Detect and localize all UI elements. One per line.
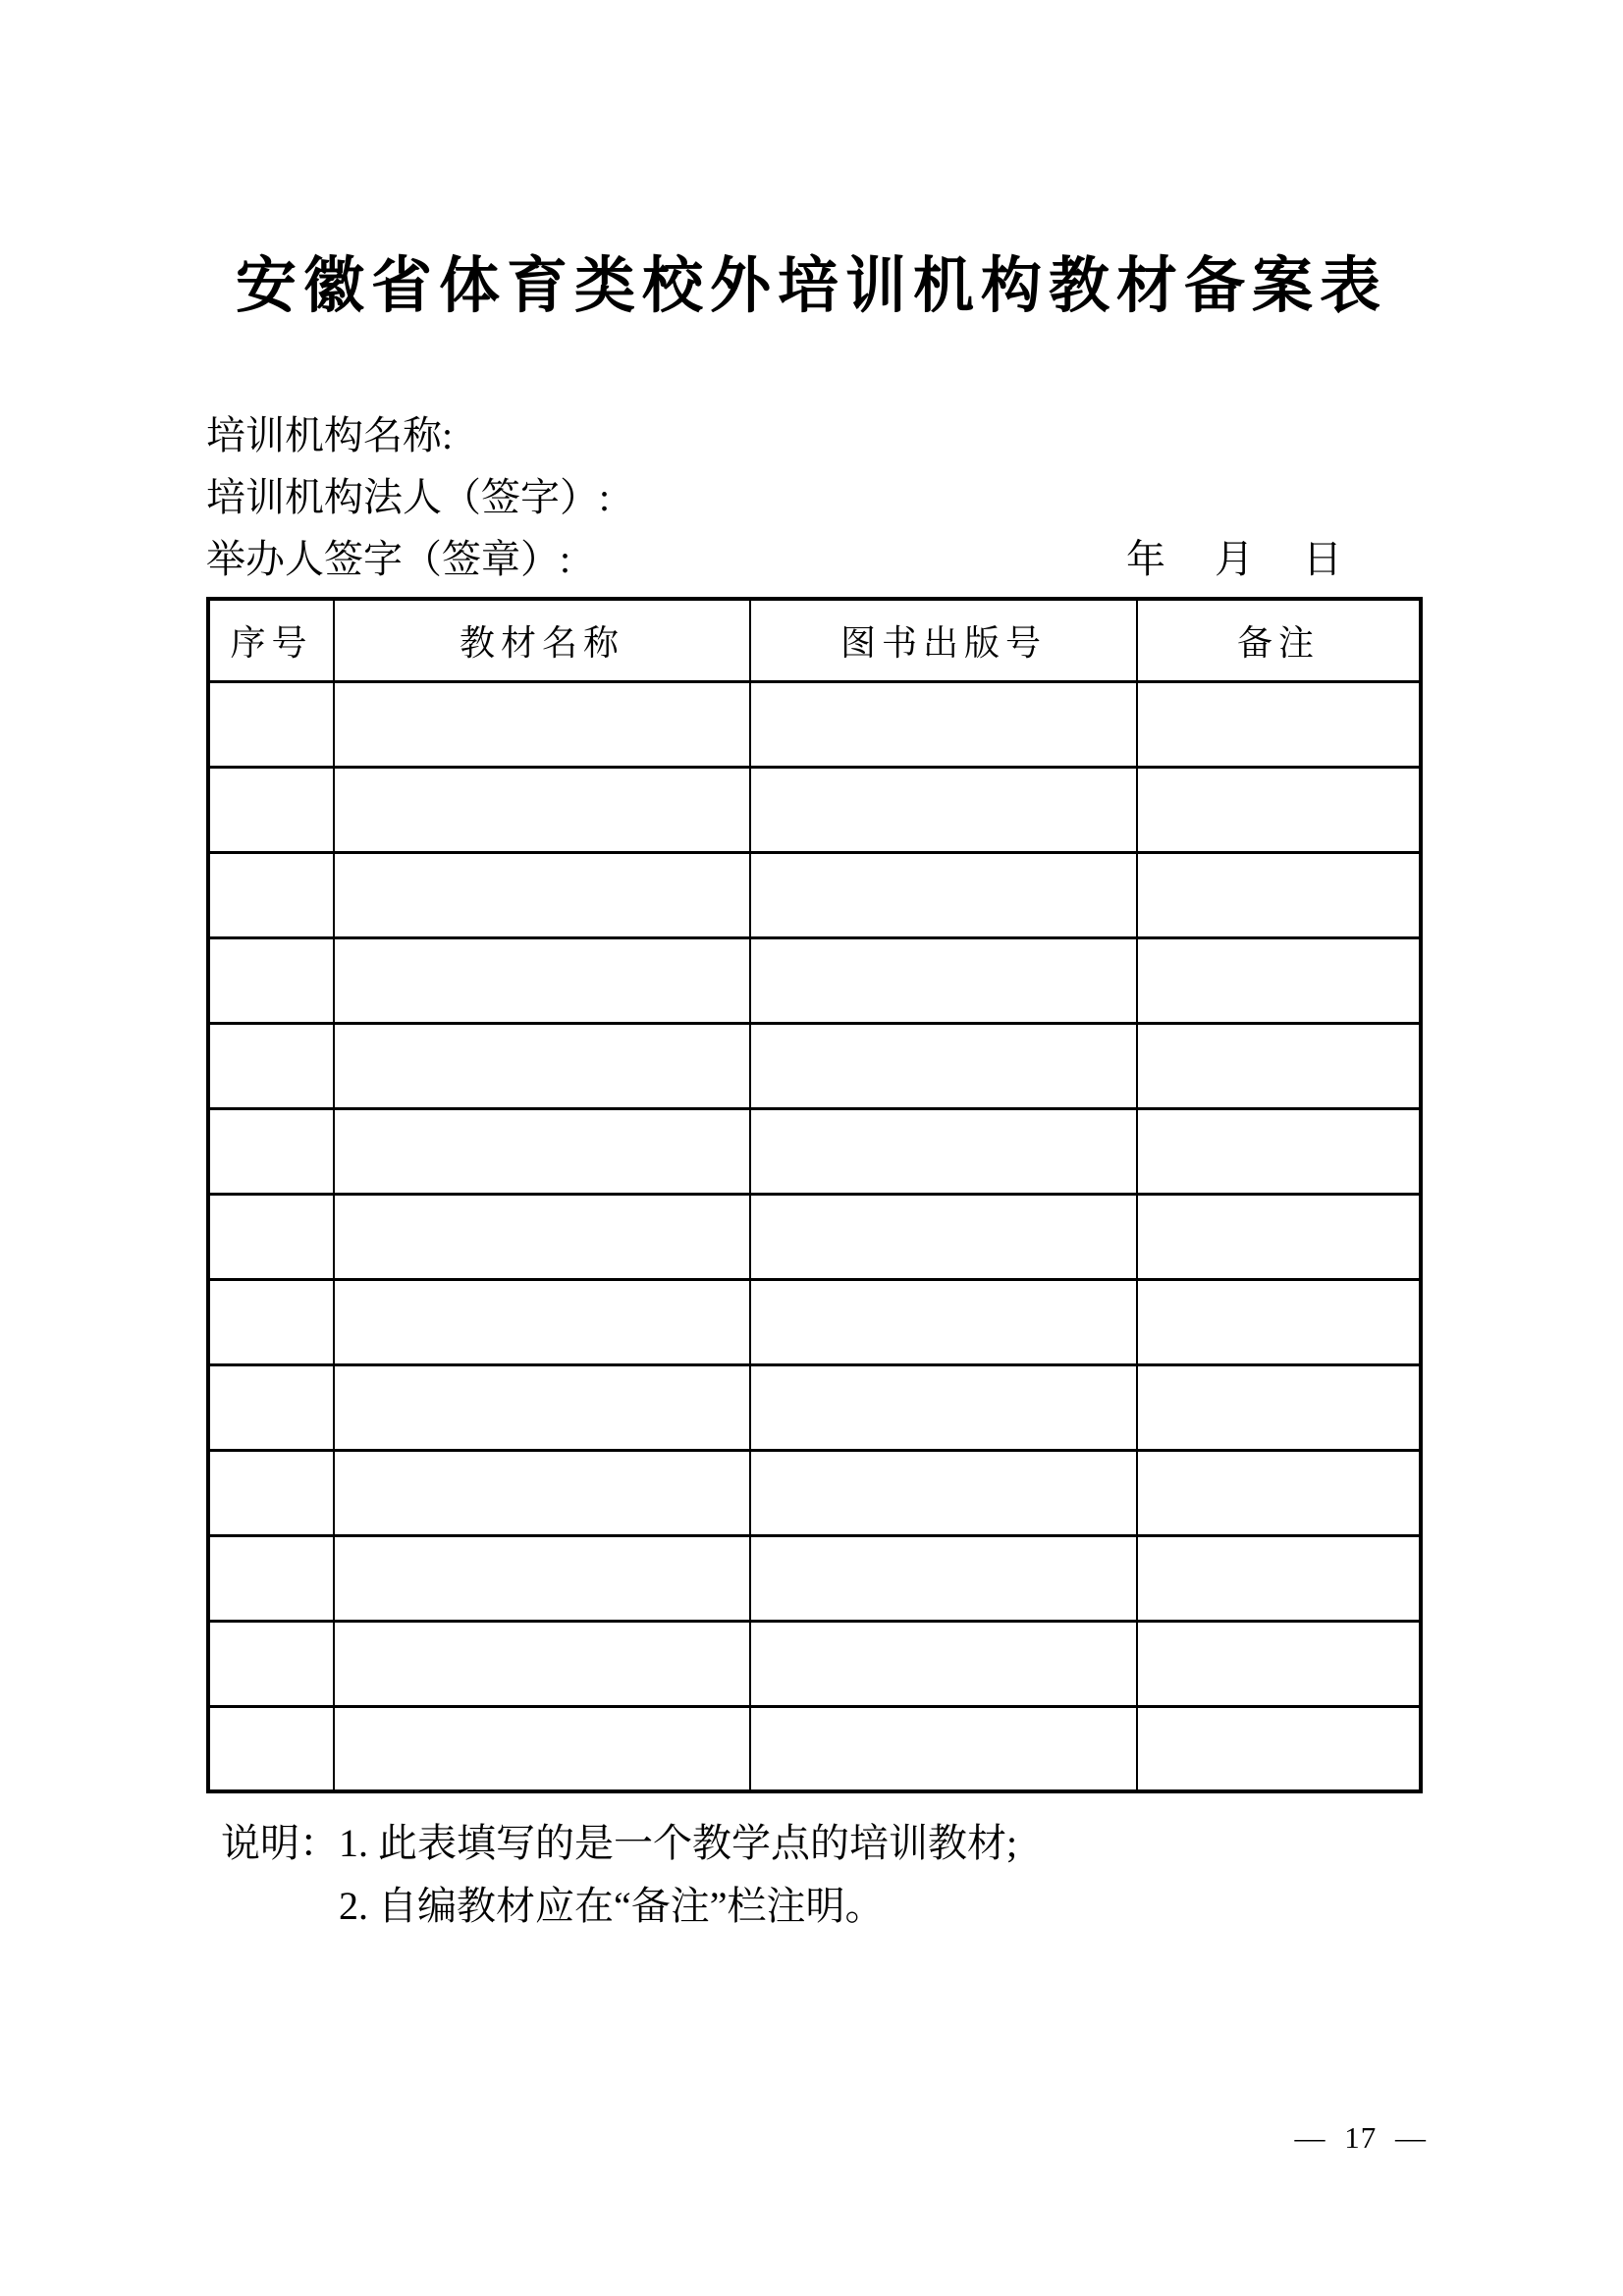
table-body — [208, 681, 1421, 1791]
notes-label: 说明： — [221, 1821, 339, 1865]
table-row — [208, 1279, 1421, 1364]
table-row — [208, 1535, 1421, 1621]
empty-cell — [334, 1279, 750, 1364]
empty-cell — [334, 1023, 750, 1108]
empty-cell — [750, 937, 1137, 1023]
empty-cell — [750, 681, 1137, 767]
empty-cell — [208, 767, 334, 852]
empty-cell — [750, 1364, 1137, 1450]
empty-cell — [750, 1535, 1137, 1621]
document-title: 安徽省体育类校外培训机构教材备案表 — [235, 253, 1387, 320]
empty-cell — [334, 1108, 750, 1194]
table-row — [208, 1706, 1421, 1791]
empty-cell — [1137, 852, 1421, 937]
table-row — [208, 1023, 1421, 1108]
header-remarks: 备注 — [1137, 599, 1421, 681]
empty-cell — [334, 1706, 750, 1791]
empty-cell — [208, 852, 334, 937]
empty-cell — [750, 852, 1137, 937]
empty-cell — [1137, 1364, 1421, 1450]
empty-cell — [208, 1621, 334, 1706]
empty-cell — [750, 1621, 1137, 1706]
page-number: — 17 — — [1294, 2120, 1427, 2155]
empty-cell — [750, 1279, 1137, 1364]
form-fields — [206, 404, 610, 590]
empty-cell — [750, 1450, 1137, 1535]
empty-cell — [208, 1194, 334, 1279]
empty-cell — [208, 1364, 334, 1450]
date-placeholder — [1126, 528, 1342, 590]
empty-cell — [208, 1108, 334, 1194]
table-row — [208, 1194, 1421, 1279]
table-row — [208, 852, 1421, 937]
empty-cell — [208, 1279, 334, 1364]
empty-cell — [750, 1706, 1137, 1791]
month-label: 月 — [1215, 537, 1254, 581]
empty-cell — [750, 767, 1137, 852]
table-row — [208, 767, 1421, 852]
empty-cell — [750, 1194, 1137, 1279]
notes-section — [221, 1812, 1017, 1938]
empty-cell — [750, 1108, 1137, 1194]
empty-cell — [208, 681, 334, 767]
table-row — [208, 1108, 1421, 1194]
table-row — [208, 1450, 1421, 1535]
field-organizer-signature-label: 举办人签字（签章）: — [206, 537, 571, 581]
header-textbook-name: 教材名称 — [334, 599, 750, 681]
empty-cell — [334, 1450, 750, 1535]
empty-cell — [334, 1535, 750, 1621]
empty-cell — [208, 1023, 334, 1108]
empty-cell — [334, 1194, 750, 1279]
empty-cell — [334, 681, 750, 767]
empty-cell — [1137, 767, 1421, 852]
empty-cell — [1137, 1023, 1421, 1108]
empty-cell — [334, 852, 750, 937]
empty-cell — [1137, 1535, 1421, 1621]
notes-items — [339, 1812, 1017, 1938]
empty-cell — [334, 1621, 750, 1706]
empty-cell — [1137, 1279, 1421, 1364]
table-row — [208, 1621, 1421, 1706]
empty-cell — [1137, 1621, 1421, 1706]
table-row — [208, 1364, 1421, 1450]
note-item-1: 1. 此表填写的是一个教学点的培训教材; — [339, 1821, 1018, 1865]
textbook-record-table — [206, 597, 1423, 1793]
empty-cell — [1137, 681, 1421, 767]
header-book-publication-number: 图书出版号 — [750, 599, 1137, 681]
empty-cell — [208, 1535, 334, 1621]
empty-cell — [1137, 1706, 1421, 1791]
empty-cell — [334, 1364, 750, 1450]
empty-cell — [1137, 1450, 1421, 1535]
day-label: 日 — [1303, 537, 1342, 581]
table-header-row — [208, 599, 1421, 681]
header-serial-number: 序号 — [208, 599, 334, 681]
empty-cell — [1137, 937, 1421, 1023]
field-institution-name-label: 培训机构名称: — [206, 413, 454, 457]
empty-cell — [208, 1450, 334, 1535]
empty-cell — [334, 937, 750, 1023]
field-legal-person-signature-label: 培训机构法人（签字）: — [206, 475, 611, 519]
year-label: 年 — [1126, 537, 1165, 581]
empty-cell — [208, 937, 334, 1023]
empty-cell — [208, 1706, 334, 1791]
note-item-2: 2. 自编教材应在“备注”栏注明。 — [339, 1884, 885, 1928]
empty-cell — [1137, 1108, 1421, 1194]
table-row — [208, 937, 1421, 1023]
table-row — [208, 681, 1421, 767]
empty-cell — [334, 767, 750, 852]
empty-cell — [1137, 1194, 1421, 1279]
empty-cell — [750, 1023, 1137, 1108]
